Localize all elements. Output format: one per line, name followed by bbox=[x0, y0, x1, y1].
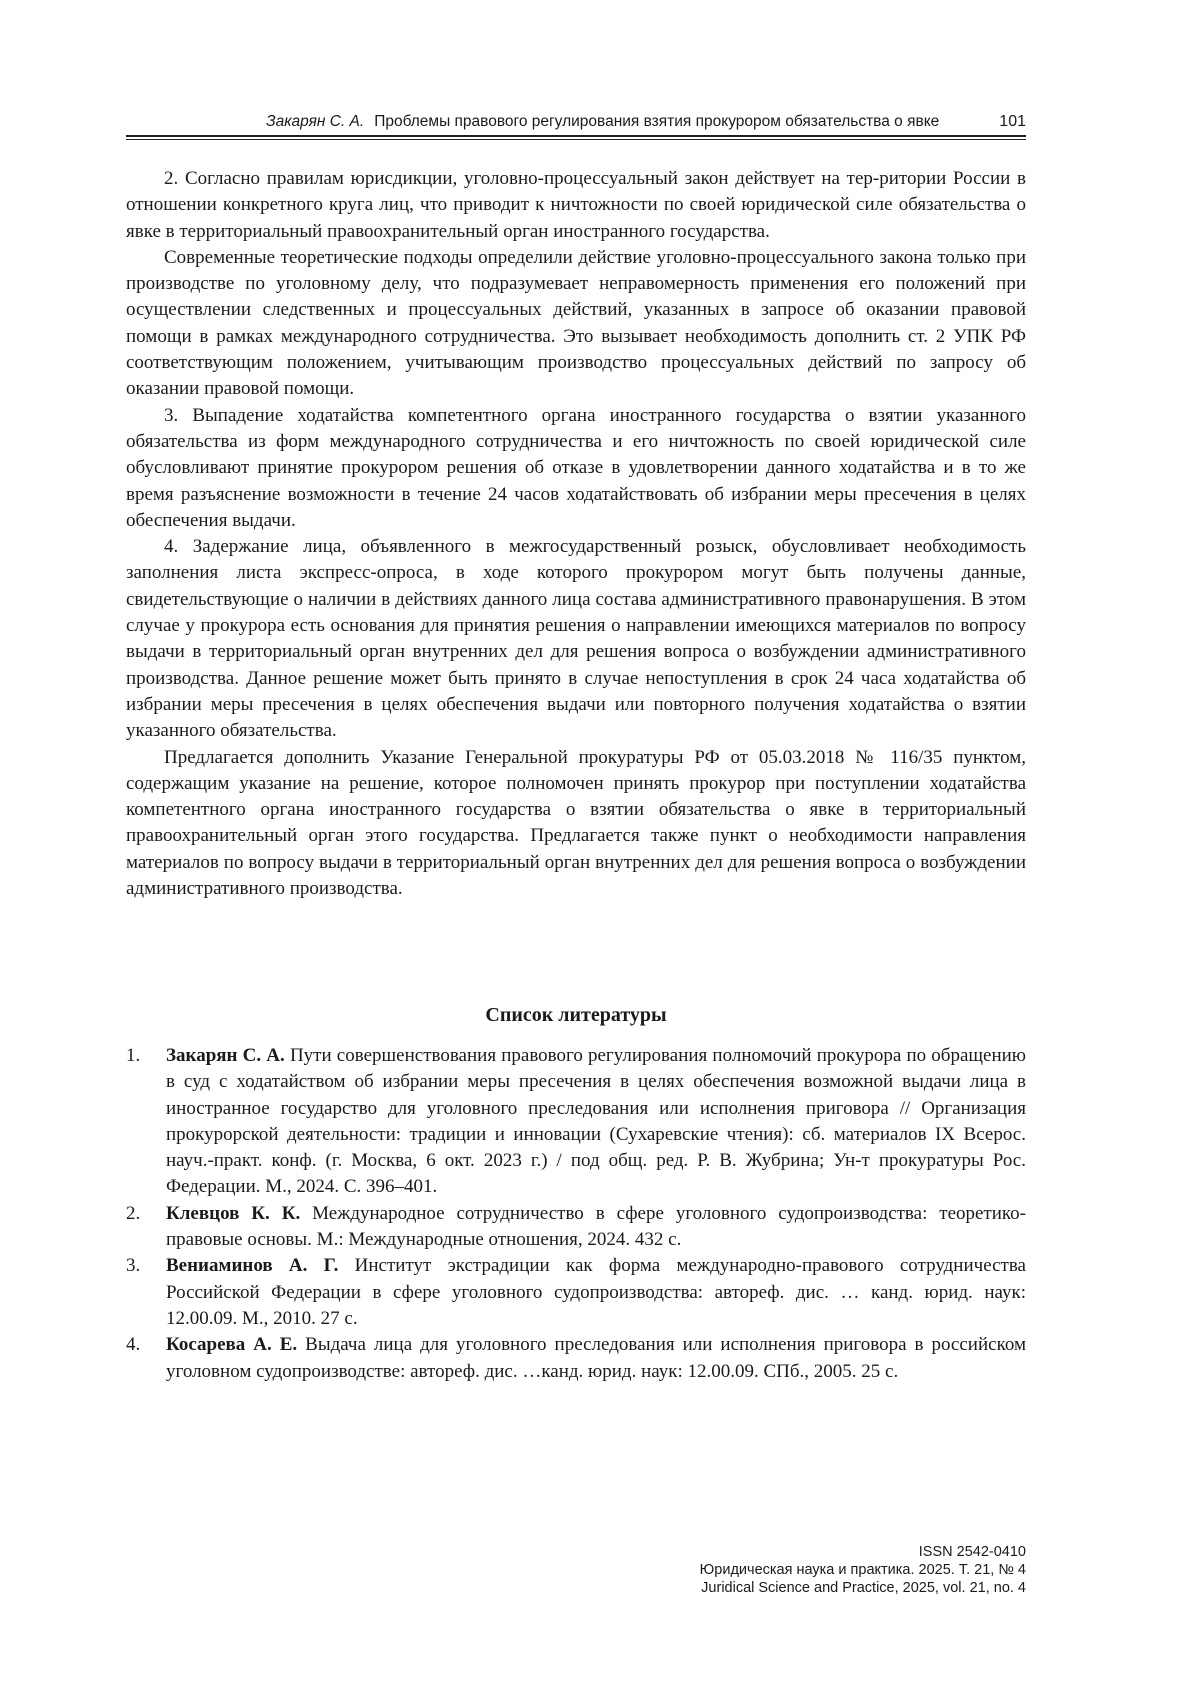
paragraph: Предлагается дополнить Указание Генеральной прокуратуры РФ от 05.03.2018 № 116/35 пунктом, содержащим указание на решение, которое полномочен принять прокурор при поступлении ходатайства компетентного органа иностранного государства о взятии обязательства о явке в территориальный правоохранительный орган этого государства. Предлагается также пункт о необходимости направления материалов по вопросу выдачи в территориальный орган внутренних дел для решения вопроса о возбуждении административного производства. bbox=[126, 746, 1026, 900]
header-rule-thick bbox=[126, 135, 1026, 137]
reference-text: Международное сотрудничество в сфере уголовного судопроизводства: теоретико-правовые основы. М.: Международные отношения, 2024. 432 с. bbox=[166, 1202, 1026, 1251]
header-author: Закарян С. А. bbox=[266, 113, 365, 130]
footer-issn: ISSN 2542-0410 bbox=[918, 1544, 1026, 1560]
paragraph: 2. Согласно правилам юрисдикции, уголовно-процессуальный закон действует на тер-ритории России в отношении конкретного круга лиц, что приводит к ничтожности по своей юридической силе обязательства о явке в территориальный правоохранительный орган иностранного государства. bbox=[126, 168, 1026, 242]
reference-text: Выдача лица для уголовного преследования или исполнения приговора в российском уголовном судопроизводстве: автореф. дис. …канд. юрид. наук: 12.00.09. СПб., 2005. 25 с. bbox=[166, 1334, 1026, 1382]
reference-number: 4. bbox=[126, 1334, 141, 1356]
reference-author: Закарян С. А. bbox=[166, 1045, 285, 1066]
reference-author: Клевцов К. К. bbox=[166, 1202, 301, 1224]
header-rule-thin bbox=[126, 139, 1026, 140]
reference-item bbox=[126, 1043, 1026, 1201]
paragraph: 3. Выпадение ходатайства компетентного органа иностранного государства о взятии указанного обязательства из форм международного сотрудничества и его ничтожность по своей юридической силе обусловливают принятие прокурором решения об отказе в удовлетворении данного ходатайства и в то же время разъяснение возможности в течение 24 часов ходатайствовать об избрании меры пресечения в целях обеспечения выдачи. bbox=[126, 404, 1026, 531]
reference-number: 3. bbox=[126, 1255, 141, 1277]
reference-item bbox=[126, 1201, 1026, 1254]
footer-journal-en: Juridical Science and Practice, 2025, vol. 21, no. 4 bbox=[701, 1580, 1026, 1596]
header-title: Проблемы правового регулирования взятия прокурором обязательства о явке bbox=[374, 113, 940, 130]
running-header bbox=[126, 113, 1026, 131]
footer-journal-ru: Юридическая наука и практика. 2025. Т. 21, № 4 bbox=[699, 1562, 1026, 1578]
reference-author: Косарева А. Е. bbox=[166, 1334, 298, 1356]
reference-item bbox=[126, 1253, 1026, 1332]
references-list bbox=[126, 1043, 1026, 1385]
reference-number: 2. bbox=[126, 1202, 141, 1224]
reference-text: Пути совершенствования правового регулирования полномочий прокурора по обращению в суд с ходатайством об избрании меры пресечения в целях обеспечения возможной выдачи лица в иностранное государство для уголовного преследования или исполнения приговора // Организация прокурорской деятельности: традиции и инновации (Сухаревские чтения): сб. материалов IX Всерос. науч.-практ. конф. (г. Москва, 6 окт. 2023 г.) / под общ. ред. Р. В. Жубрина; Ун-т прокуратуры Рос. Федерации. М., 2024. С. 396–401. bbox=[166, 1045, 1026, 1198]
reference-item bbox=[126, 1332, 1026, 1385]
article-body bbox=[126, 166, 1026, 902]
journal-footer bbox=[700, 1543, 1026, 1597]
paragraph: Современные теоретические подходы определили действие уголовно-процессуального закона только при производстве по уголовному делу, что подразумевает неправомерность применения его положений при осуществлении следственных и процессуальных действий, указанных в запросе об оказании правовой помощи в рамках международного сотрудничества. Это вызывает необходимость дополнить ст. 2 УПК РФ соответствующим положением, учитывающим производство процессуальных действий по запросу об оказании правовой помощи. bbox=[126, 246, 1026, 400]
paragraph: 4. Задержание лица, объявленного в межгосударственный розыск, обусловливает необходимость заполнения листа экспресс-опроса, в ходе которого прокурором могут быть получены данные, свидетельствующие о наличии в действиях данного лица состава административного правонарушения. В этом случае у прокурора есть основания для принятия решения о направлении имеющихся материалов по вопросу выдачи в территориальный орган внутренних дел для решения вопроса о возбуждении административного производства. Данное решение может быть принято в случае непоступления в срок 24 часа ходатайства об избрании меры пресечения в целях обеспечения выдачи или повторного получения ходатайства о взятии указанного обязательства. bbox=[126, 536, 1026, 742]
reference-author: Вениаминов А. Г. bbox=[166, 1255, 339, 1277]
references-title: Список литературы bbox=[485, 1004, 667, 1026]
reference-text: Институт экстрадиции как форма международно-правового сотрудничества Российской Федерации в сфере уголовного судопроизводства: автореф. дис. … канд. юрид. наук: 12.00.09. М., 2010. 27 с. bbox=[166, 1255, 1026, 1329]
page-number: 101 bbox=[999, 113, 1026, 130]
reference-number: 1. bbox=[126, 1045, 141, 1066]
